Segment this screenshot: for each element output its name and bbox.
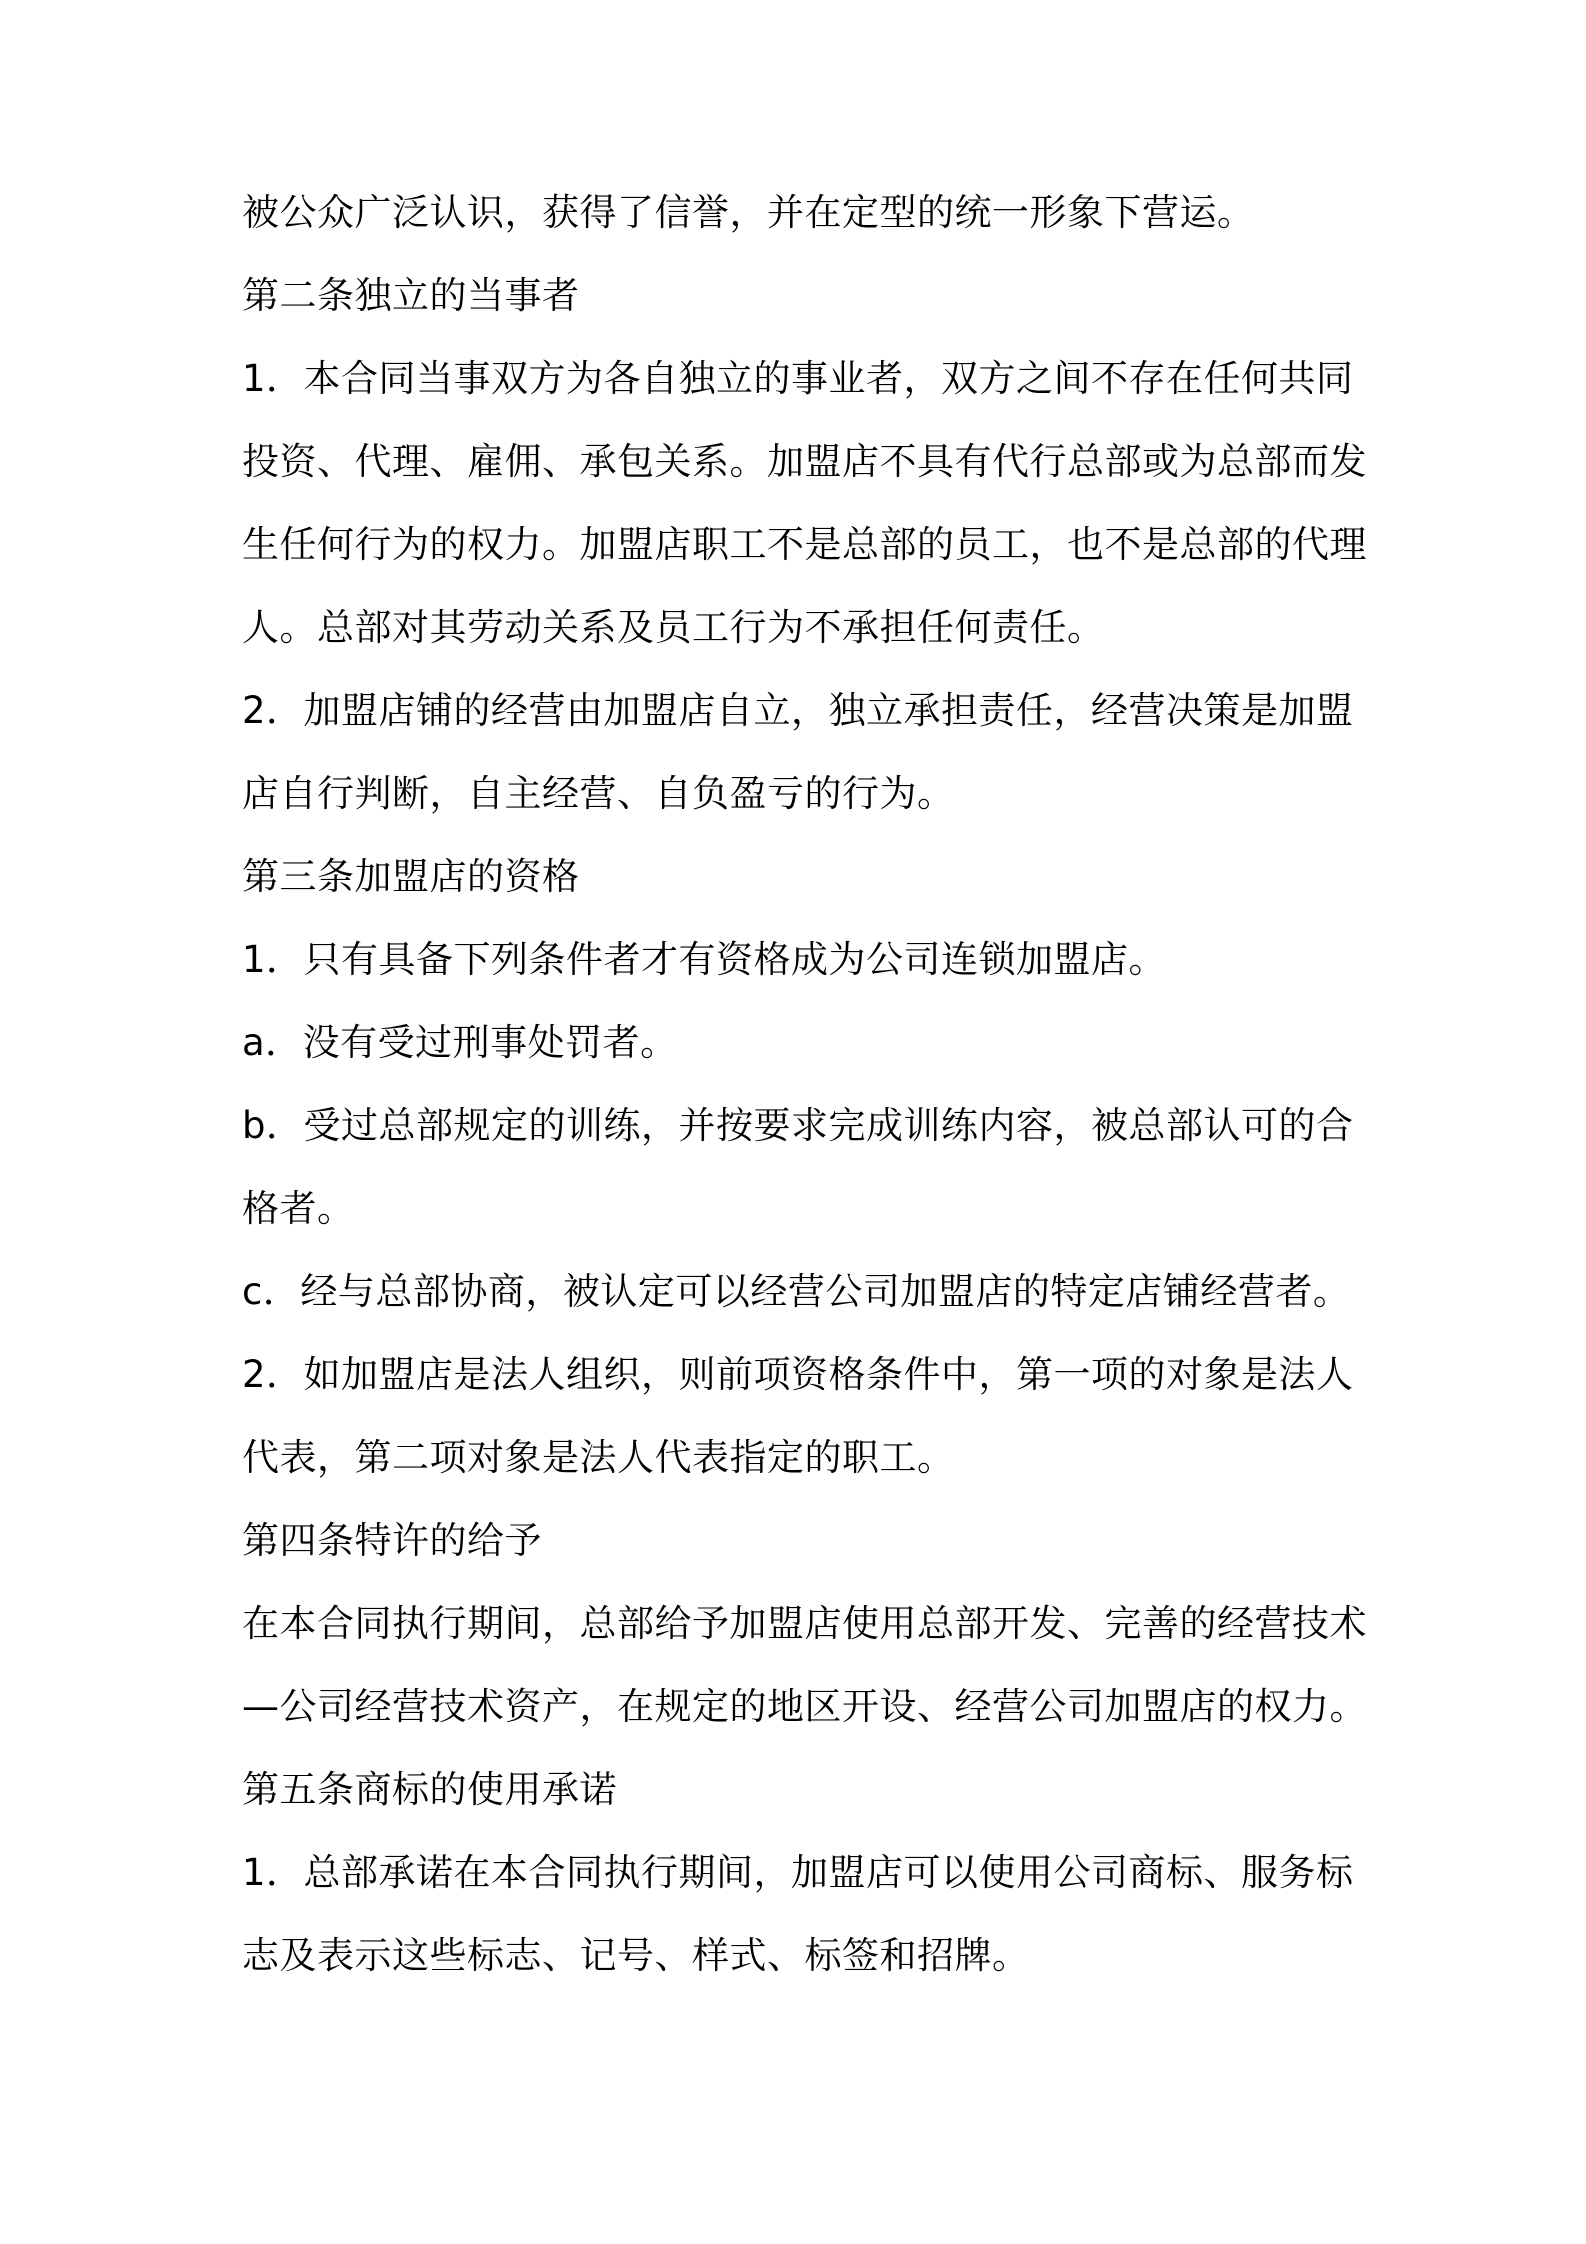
- text-line: 格者。: [242, 1187, 355, 1230]
- text-line: a．没有受过刑事处罚者。: [242, 1021, 678, 1064]
- text-line: —公司经营技术资产，在规定的地区开设、经营公司加盟店的权力。: [242, 1685, 1367, 1728]
- text-line: 1．本合同当事双方为各自独立的事业者，双方之间不存在任何共同: [242, 357, 1354, 400]
- text-line: 2．如加盟店是法人组织，则前项资格条件中，第一项的对象是法人: [242, 1353, 1354, 1396]
- section-heading-article-5: 第五条商标的使用承诺: [242, 1768, 617, 1811]
- text-line: c．经与总部协商，被认定可以经营公司加盟店的特定店铺经营者。: [242, 1270, 1351, 1313]
- text-line: 代表，第二项对象是法人代表指定的职工。: [242, 1436, 955, 1479]
- text-line: 被公众广泛认识，获得了信誉，并在定型的统一形象下营运。: [242, 191, 1255, 234]
- text-line: 1．总部承诺在本合同执行期间，加盟店可以使用公司商标、服务标: [242, 1851, 1354, 1894]
- text-line: 志及表示这些标志、记号、样式、标签和招牌。: [242, 1934, 1030, 1977]
- document-body: [242, 191, 1367, 1977]
- text-line: 投资、代理、雇佣、承包关系。加盟店不具有代行总部或为总部而发: [242, 440, 1367, 483]
- text-line: b．受过总部规定的训练，并按要求完成训练内容，被总部认可的合: [242, 1104, 1354, 1147]
- section-heading-article-4: 第四条特许的给予: [242, 1519, 542, 1562]
- text-line: 在本合同执行期间，总部给予加盟店使用总部开发、完善的经营技术: [242, 1602, 1367, 1645]
- text-line: 生任何行为的权力。加盟店职工不是总部的员工，也不是总部的代理: [242, 523, 1367, 566]
- text-line: 1．只有具备下列条件者才有资格成为公司连锁加盟店。: [242, 938, 1167, 981]
- text-line: 人。总部对其劳动关系及员工行为不承担任何责任。: [242, 606, 1105, 649]
- section-heading-article-2: 第二条独立的当事者: [242, 274, 580, 317]
- text-line: 店自行判断，自主经营、自负盈亏的行为。: [242, 772, 955, 815]
- text-line: 2．加盟店铺的经营由加盟店自立，独立承担责任，经营决策是加盟: [242, 689, 1354, 732]
- section-heading-article-3: 第三条加盟店的资格: [242, 855, 580, 898]
